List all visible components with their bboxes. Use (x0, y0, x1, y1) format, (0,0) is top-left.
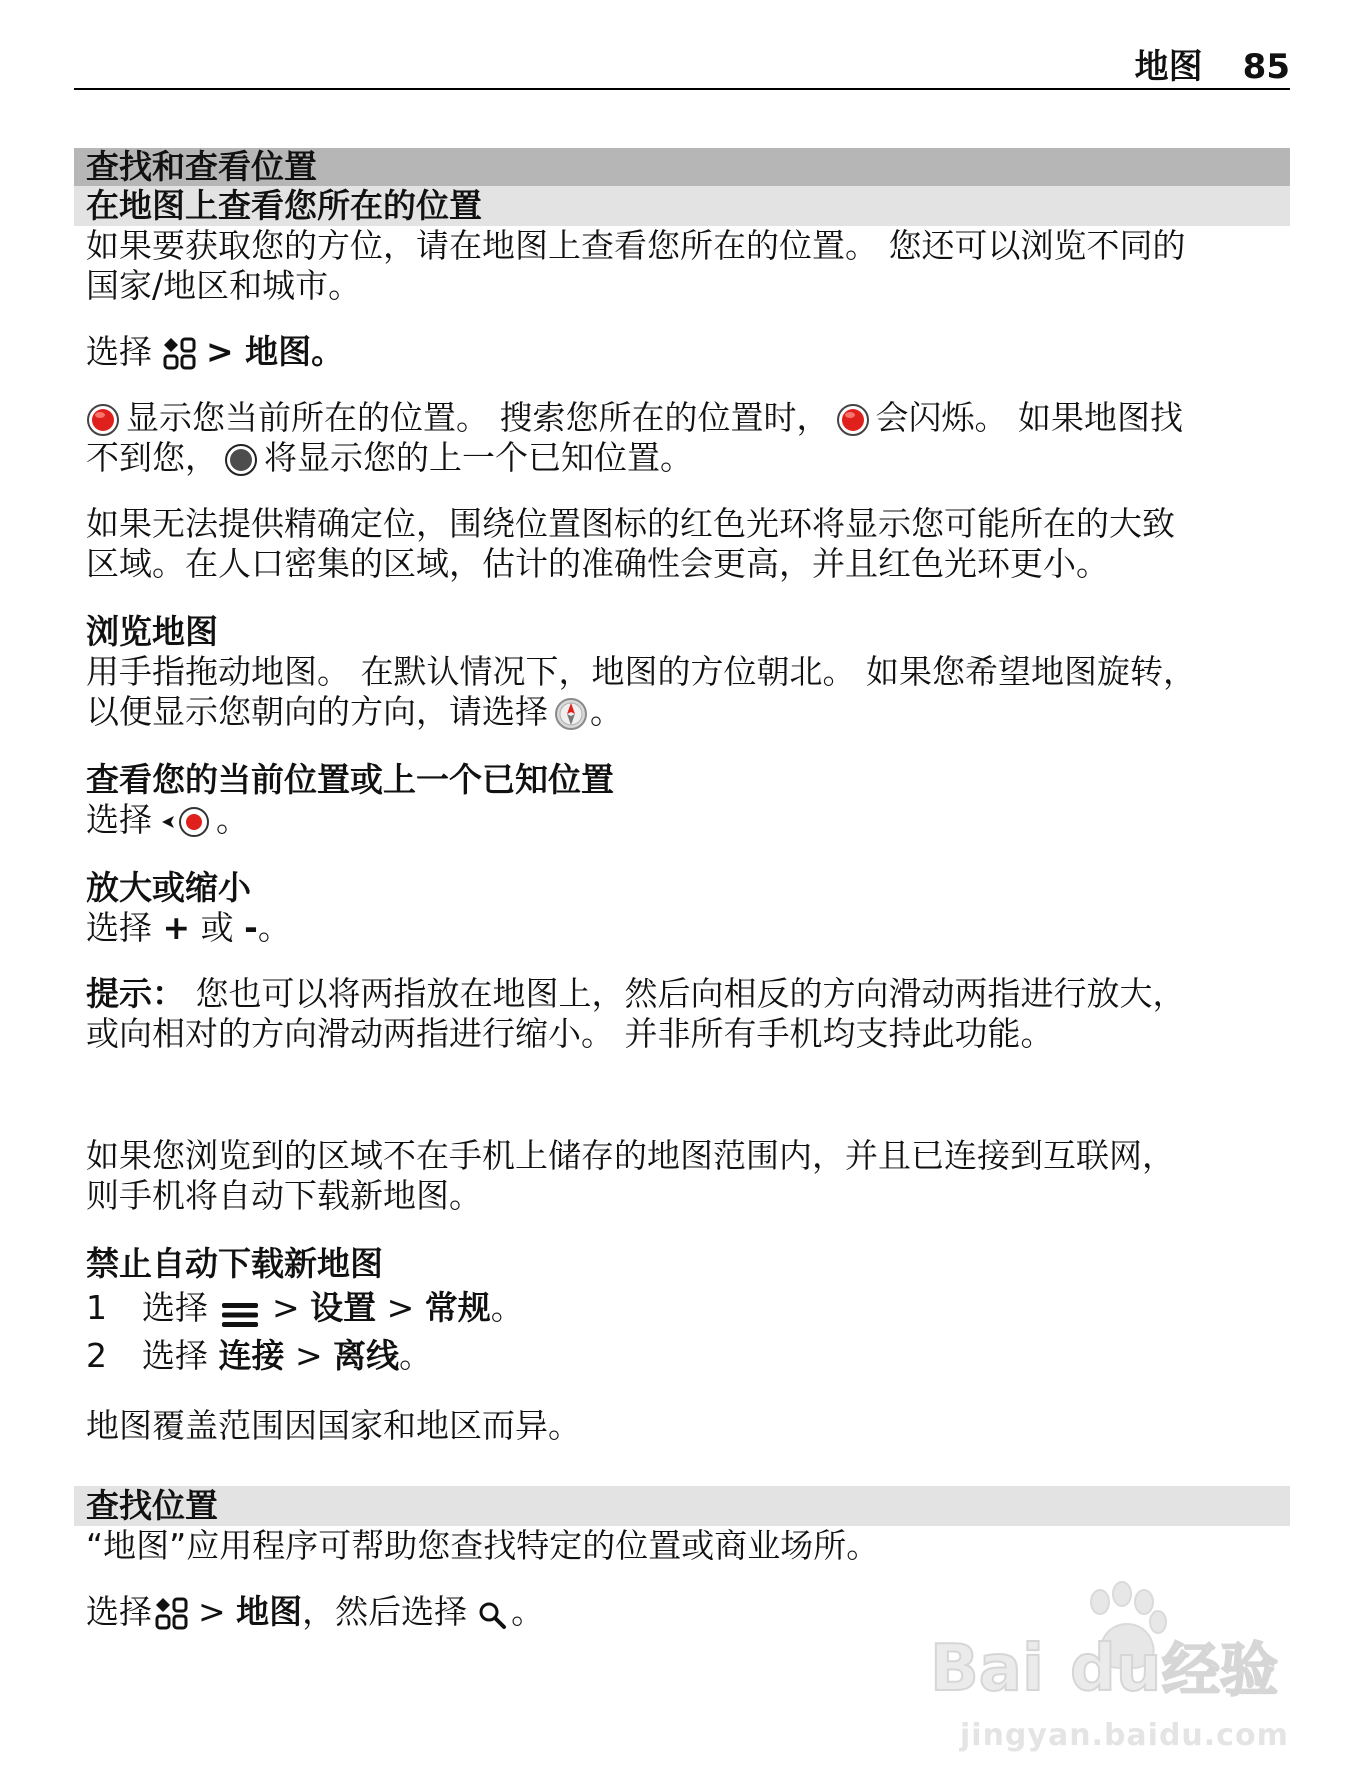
locate-me-icon (158, 805, 214, 839)
connection-label: 连接 (218, 1336, 285, 1375)
zoom-instruction (74, 908, 1290, 948)
svg-text:du: du (1070, 1632, 1162, 1706)
red-dot-text-b: 会闪烁。 如果地图找 (875, 398, 1183, 437)
path-separator: > (376, 1288, 425, 1327)
search-icon (477, 1599, 507, 1629)
halo-line-2: 区域。在人口密集的区域，估计的准确性会更高，并且红色光环更小。 (86, 544, 1109, 583)
browse-map-heading: 浏览地图 (86, 612, 218, 651)
prevent-download-heading: 禁止自动下载新地图 (86, 1244, 383, 1283)
offline-label: 离线 (333, 1336, 400, 1375)
apps-grid-icon (154, 1596, 190, 1632)
current-location-heading: 查看您的当前位置或上一个已知位置 (86, 760, 614, 799)
zoom-end: 。 (257, 908, 291, 947)
path-separator: > (198, 1592, 237, 1631)
grey-dot-text-a: 不到您， (86, 438, 218, 477)
find-place-intro: “地图”应用程序可帮助您查找特定的位置或商业场所。 (86, 1526, 880, 1565)
settings-label: 设置 (310, 1288, 377, 1327)
zoom-in-symbol: + (162, 908, 191, 947)
download-line-1: 如果您浏览到的区域不在手机上储存的地图范围内，并且已连接到互联网， (86, 1136, 1175, 1175)
path-separator: > (272, 1288, 311, 1327)
step-2 (74, 1332, 1290, 1380)
halo-line-1: 如果无法提供精确定位，围绕位置图标的红色光环将显示您可能所在的大致 (86, 504, 1175, 543)
select-label: 选择 (86, 908, 152, 947)
header-section-title: 地图 (1134, 47, 1203, 87)
current-end: 。 (216, 800, 249, 839)
baidu-logo (930, 1580, 1290, 1710)
section-heading-find-view: 查找和查看位置 (74, 148, 1290, 186)
svg-text:Bai: Bai (930, 1632, 1044, 1706)
download-line-2: 则手机将自动下载新地图。 (86, 1176, 482, 1215)
watermark-url: jingyan.baidu.com (960, 1718, 1289, 1753)
red-dot-text-a: 显示您当前所在的位置。 搜索您所在的位置时， (126, 398, 830, 437)
page-number: 85 (1242, 47, 1290, 87)
find-place-end: 。 (511, 1592, 545, 1631)
svg-text:经验: 经验 (1162, 1636, 1279, 1704)
then-select-label: ，然后选择 (302, 1592, 468, 1631)
browse-line-2: 以便显示您朝向的方向，请选择 (86, 692, 548, 731)
select-label: 选择 (142, 1336, 208, 1375)
maps-label: 地图 (236, 1592, 303, 1631)
select-label: 选择 (86, 332, 152, 371)
select-label: 选择 (86, 800, 152, 839)
last-known-location-grey-icon (224, 443, 258, 477)
general-label: 常规 (424, 1288, 491, 1327)
intro-line-2: 国家/地区和城市。 (86, 266, 362, 305)
current-location-red-icon (836, 403, 870, 437)
auto-download-paragraph (74, 1136, 1290, 1216)
step-1 (74, 1284, 1290, 1332)
intro-paragraph (74, 226, 1290, 306)
tip-label: 提示： (86, 974, 185, 1013)
compass-icon (554, 697, 588, 731)
zoom-out-symbol: - (244, 908, 258, 947)
subsection-heading-view-location: 在地图上查看您所在的位置 (74, 186, 1290, 226)
apps-grid-icon (162, 336, 198, 372)
step-end: 。 (490, 1288, 524, 1327)
select-label: 选择 (86, 1592, 152, 1631)
browse-end: 。 (590, 692, 623, 731)
tip-line-2: 或向相对的方向滑动两指进行缩小。 并非所有手机均支持此功能。 (86, 1014, 1054, 1053)
current-location-red-icon (86, 403, 120, 437)
step-number: 1 (86, 1288, 107, 1327)
section-heading-find-place: 查找位置 (74, 1486, 1290, 1526)
path-separator: > (284, 1336, 334, 1375)
running-header (74, 46, 1290, 90)
halo-paragraph (74, 504, 1290, 584)
grey-dot-text-b: 将显示您的上一个已知位置。 (264, 438, 693, 477)
step-number: 2 (86, 1336, 107, 1375)
browse-map-paragraph (74, 652, 1290, 732)
tip-paragraph (74, 974, 1290, 1054)
page-content (74, 148, 1290, 1632)
location-indicator-paragraph (74, 398, 1290, 478)
menu-icon (220, 1295, 260, 1325)
or-label: 或 (200, 908, 234, 947)
intro-line-1: 如果要获取您的方位，请在地图上查看您所在的位置。 您还可以浏览不同的 (86, 226, 1186, 265)
browse-line-1: 用手指拖动地图。 在默认情况下，地图的方位朝北。 如果您希望地图旋转， (86, 652, 1196, 691)
baidu-jingyan-watermark (930, 1580, 1290, 1770)
select-label: 选择 (142, 1288, 208, 1327)
maps-path: > 地图。 (206, 332, 345, 371)
zoom-heading: 放大或缩小 (86, 868, 251, 907)
step-end: 。 (399, 1336, 433, 1375)
current-location-instruction (74, 800, 1290, 840)
coverage-note: 地图覆盖范围因国家和地区而异。 (86, 1406, 581, 1445)
select-maps-instruction (74, 332, 1290, 372)
tip-line-1: 您也可以将两指放在地图上，然后向相反的方向滑动两指进行放大， (185, 974, 1186, 1013)
